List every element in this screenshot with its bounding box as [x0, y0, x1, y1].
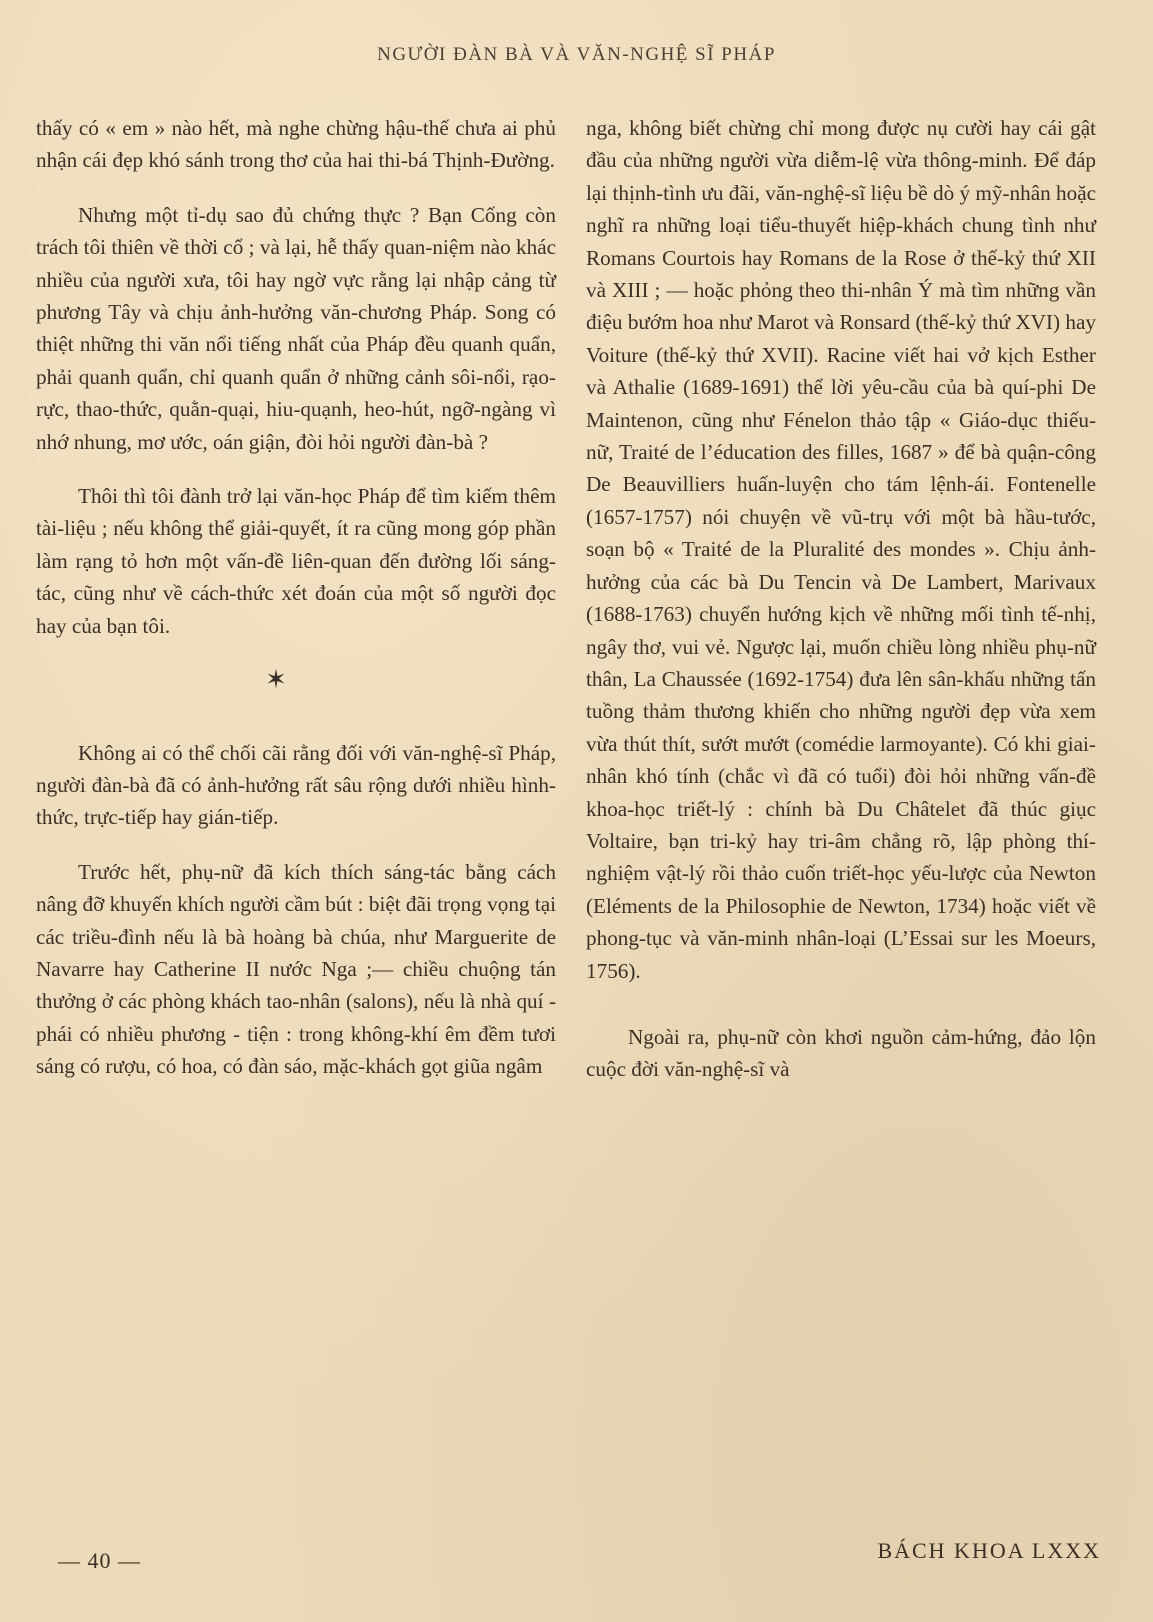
paragraph: nga, không biết chừng chỉ mong được nụ cười hay cái gật đầu của những người vừa diễm-lệ vừa thông-minh. Để đáp lại thịnh-tình ưu đãi, văn-nghệ-sĩ liệu bề dò ý mỹ-nhân hoặc nghĩ ra những loại tiểu-thuyết hiệp-khách chung tình như Romans Courtois hay Romans de la Rose ở thế-kỷ thứ XII và XIII ; — hoặc phỏng theo thi-nhân Ý mà tìm những vần điệu bướm hoa như Marot và Ronsard (thế-kỷ thứ XVI) hay Voiture (thế-kỷ thứ XVII). Racine viết hai vở kịch Esther và Athalie (1689-1691) thể lời yêu-cầu của bà quí-phi De Maintenon, cũng như Fénelon thảo tập « Giáo-dục thiếu-nữ, Traité de l’éducation des filles, 1687 » để bà quận-công De Beauvilliers huấn-luyện cho tám lệnh-ái. Fontenelle (1657-1757) nói chuyện về vũ-trụ với một bà hầu-tước, soạn bộ « Traité de la Pluralité des mondes ». Chịu ảnh-hưởng của các bà Du Tencin và De Lambert, Marivaux (1688-1763) chuyển hướng kịch về những mối tình tế-nhị, ngây thơ, vui vẻ. Ngược lại, muốn chiều lòng nhiều phụ-nữ thân, La Chaussée (1692-1754) đưa lên sân-khấu những tấn tuồng thảm thương khiến cho những người đẹp vừa xem vừa thút thít, sướt mướt (comédie larmoyante). Có khi giai-nhân khó tính (chắc vì đã có tuổi) đòi hỏi những vấn-đề khoa-học triết-lý : chính bà Du Châtelet đã thúc giục Voltaire, bạn tri-kỷ hay tri-âm chẳng rõ, lập phòng thí-nghiệm vật-lý rồi thảo cuốn triết-học yếu-lược của Newton (Eléments de la Philosophie de Newton, 1734) hoặc viết về phong-tục và văn-minh nhân-loại (L’Essai sur les Moeurs, 1756).	[586, 116, 1096, 983]
right-column	[586, 112, 1096, 1108]
paragraph: Ngoài ra, phụ-nữ còn khơi nguồn cảm-hứng, đảo lộn cuộc đời văn-nghệ-sĩ và	[586, 1024, 1096, 1082]
section-ornament: ✶	[265, 665, 287, 695]
paragraph: Nhưng một tỉ-dụ sao đủ chứng thực ? Bạn Cống còn trách tôi thiên về thời cổ ; và lại, hễ thấy quan-niệm nào khác nhiều của người xưa, tôi hay ngờ vực rằng lại nhập cảng từ phương Tây và chịu ảnh-hưởng văn-chương Pháp. Song có thiệt những thi văn nổi tiếng nhất của Pháp đều quanh quẩn, phải quanh quẩn, chỉ quanh quẩn ở những cảnh sôi-nổi, rạo-rực, thao-thức, quằn-quại, hiu-quạnh, heo-hút, ngỡ-ngàng vì nhớ nhung, mơ ước, oán giận, đòi hỏi người đàn-bà ?	[36, 202, 556, 454]
paragraph: thấy có « em » nào hết, mà nghe chừng hậu-thế chưa ai phủ nhận cái đẹp khó sánh trong thơ của hai thi-bá Thịnh-Đường.	[36, 116, 556, 173]
page-number: — 40 —	[58, 1548, 141, 1573]
running-head-title: NGƯỜI ĐÀN BÀ VÀ VĂN-NGHỆ SĨ PHÁP	[377, 44, 776, 65]
paragraph: Trước hết, phụ-nữ đã kích thích sáng-tác bằng cách nâng đỡ khuyến khích người cầm bút : biệt đãi trọng vọng tại các triều-đình nếu là bà hoàng bà chúa, như Marguerite de Navarre hay Catherine II nước Nga ;— chiều chuộng tán thưởng ở các phòng khách tao-nhân (salons), nếu là nhà quí - phái có nhiều phương - tiện : trong không-khí êm đềm tươi sáng có rượu, có hoa, có đàn sáo, mặc-khách gọt giũa ngâm	[36, 859, 556, 1079]
paragraph: Thôi thì tôi đành trở lại văn-học Pháp để tìm kiếm thêm tài-liệu ; nếu không thể giải-quyết, ít ra cũng mong góp phần làm rạng tỏ hơn một vấn-đề liên-quan đến đường lối sáng-tác, cũng như về cách-thức xét đoán của một số người đọc hay của bạn tôi.	[36, 484, 556, 638]
left-column	[36, 112, 556, 1105]
magazine-name: BÁCH KHOA LXXX	[877, 1538, 1101, 1563]
paragraph: Không ai có thể chối cãi rằng đối với văn-nghệ-sĩ Pháp, người đàn-bà đã có ảnh-hưởng rất sâu rộng dưới nhiều hình-thức, trực-tiếp hay gián-tiếp.	[36, 740, 556, 830]
